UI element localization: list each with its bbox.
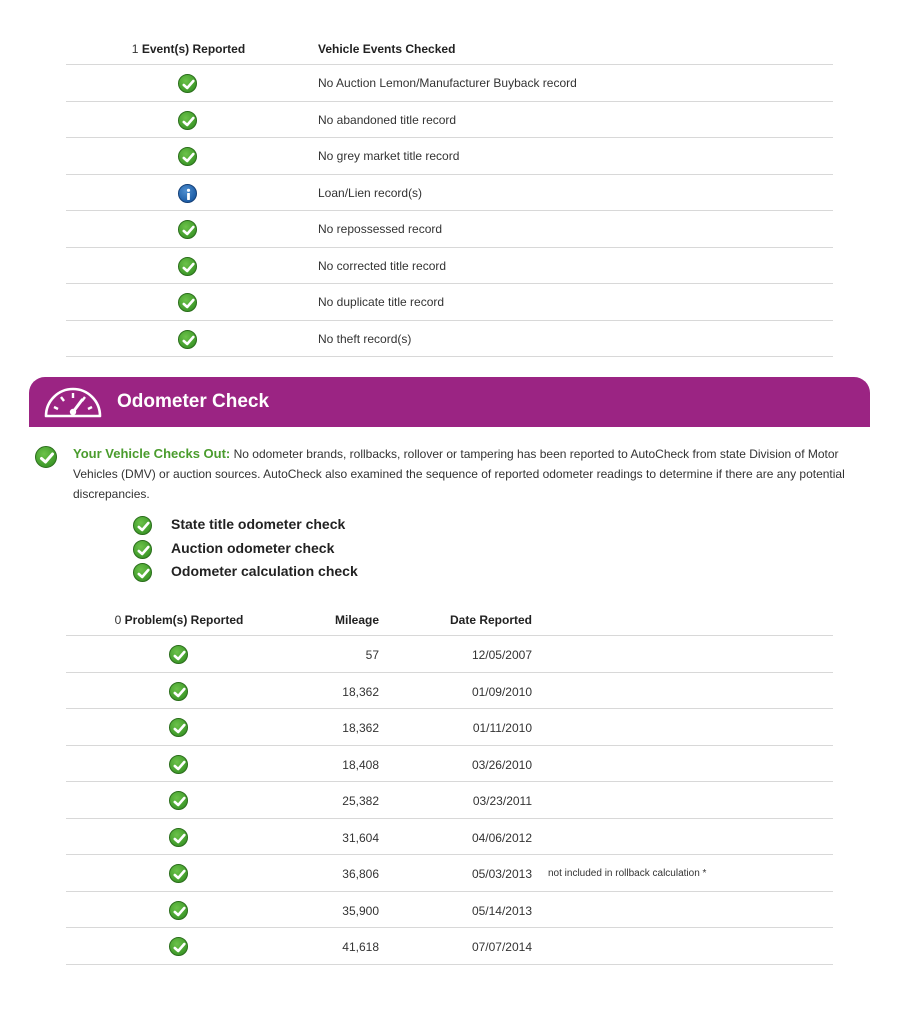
odometer-readings-table [66, 601, 833, 965]
odometer-check-label: Auction odometer check [171, 539, 335, 556]
reading-note: not included in rollback calculation * [548, 868, 707, 879]
check-icon [169, 645, 188, 664]
mileage-value: 35,900 [342, 903, 379, 918]
date-reported-value: 04/06/2012 [471, 830, 532, 845]
info-icon [178, 184, 197, 203]
event-status [178, 147, 197, 166]
event-text: No corrected title record [318, 258, 447, 273]
check-icon [133, 540, 152, 559]
event-status [178, 74, 197, 93]
event-row [66, 175, 833, 212]
events-reported-count: 1 [131, 42, 139, 56]
odometer-row [66, 819, 833, 856]
date-reported-value: 01/11/2010 [472, 721, 532, 735]
odometer-row [66, 673, 833, 710]
mileage-value: 31,604 [342, 830, 379, 845]
check-icon [169, 682, 188, 701]
event-text: No abandoned title record [318, 112, 457, 127]
odometer-row [66, 709, 833, 746]
check-icon [178, 111, 197, 130]
event-status [178, 257, 197, 276]
reading-status [169, 755, 188, 774]
date-reported-value: 03/23/2011 [472, 794, 532, 808]
event-status [178, 330, 197, 349]
odometer-summary [73, 444, 863, 504]
event-row [66, 284, 833, 321]
problems-reported-label: Problem(s) Reported [124, 613, 244, 627]
reading-status [169, 937, 188, 956]
reading-status [169, 718, 188, 737]
reading-status [169, 901, 188, 920]
event-status [178, 293, 197, 312]
check-icon [133, 516, 152, 535]
check-icon [169, 864, 188, 883]
events-checked-header: Vehicle Events Checked [318, 42, 456, 56]
speedometer-icon [42, 385, 104, 419]
check-icon [169, 901, 188, 920]
mileage-value: 25,382 [342, 794, 379, 808]
event-text: No duplicate title record [318, 295, 445, 309]
date-reported-value: 03/26/2010 [471, 757, 532, 772]
summary-lead: Your Vehicle Checks Out: [73, 446, 231, 461]
mileage-value: 18,362 [342, 684, 379, 699]
check-icon [169, 791, 188, 810]
event-status [178, 220, 197, 239]
event-row [66, 138, 833, 175]
odometer-row [66, 782, 833, 819]
odometer-row [66, 855, 833, 892]
events-reported-header [66, 42, 311, 56]
check-icon [178, 147, 197, 166]
summary-text: No odometer brands, rollbacks, rollover or tampering has been reported to AutoCheck from state Division of Motor Vehicles (DMV) or auction sources. AutoCheck also examined the sequence of reported odometer readings to determine if there are any potential discrepancies. [73, 447, 845, 501]
odometer-check-label: Odometer calculation check [171, 563, 358, 579]
date-reported-value: 05/14/2013 [471, 903, 532, 918]
event-row [66, 102, 833, 139]
events-reported-label: Event(s) Reported [141, 42, 246, 56]
reading-status [169, 828, 188, 847]
problems-reported-count: 0 [114, 613, 122, 627]
check-icon [169, 755, 188, 774]
check-icon [178, 293, 197, 312]
event-row [66, 65, 833, 102]
date-reported-value: 01/09/2010 [471, 684, 532, 699]
check-icon [133, 563, 152, 582]
event-text: No theft record(s) [318, 331, 412, 346]
odometer-row [66, 636, 833, 673]
check-icon [169, 828, 188, 847]
check-icon [178, 330, 197, 349]
odometer-table-header [66, 601, 833, 636]
check-icon [169, 937, 188, 956]
event-text: No grey market title record [318, 149, 460, 163]
mileage-value: 18,362 [342, 721, 379, 735]
problems-reported-header [66, 613, 292, 627]
vehicle-events-table [66, 31, 833, 357]
event-text: No repossessed record [318, 222, 443, 236]
event-status [178, 111, 197, 130]
date-reported-header: Date Reported [449, 613, 532, 627]
date-reported-value: 05/03/2013 [471, 867, 532, 881]
event-row [66, 248, 833, 285]
odometer-check-banner [29, 377, 870, 427]
reading-status [169, 791, 188, 810]
date-reported-value: 07/07/2014 [471, 940, 532, 954]
event-row [66, 211, 833, 248]
odometer-check-label: State title odometer check [171, 516, 346, 532]
event-text: No Auction Lemon/Manufacturer Buyback record [318, 76, 577, 90]
mileage-value: 41,618 [342, 940, 379, 954]
check-icon [178, 74, 197, 93]
odometer-row [66, 746, 833, 783]
odometer-row [66, 928, 833, 965]
check-icon [178, 257, 197, 276]
reading-status [169, 645, 188, 664]
reading-status [169, 864, 188, 883]
date-reported-value: 12/05/2007 [471, 648, 532, 662]
event-row [66, 321, 833, 358]
odometer-check-title: Odometer Check [117, 391, 270, 412]
mileage-header: Mileage [334, 613, 379, 627]
check-icon [178, 220, 197, 239]
check-icon [169, 718, 188, 737]
mileage-value: 36,806 [342, 867, 379, 881]
mileage-value: 57 [365, 648, 379, 662]
event-status [178, 184, 197, 203]
summary-check-icon [35, 446, 57, 468]
event-text: Loan/Lien record(s) [318, 185, 423, 200]
reading-status [169, 682, 188, 701]
odometer-row [66, 892, 833, 929]
events-table-header [66, 31, 833, 65]
mileage-value: 18,408 [342, 757, 379, 772]
